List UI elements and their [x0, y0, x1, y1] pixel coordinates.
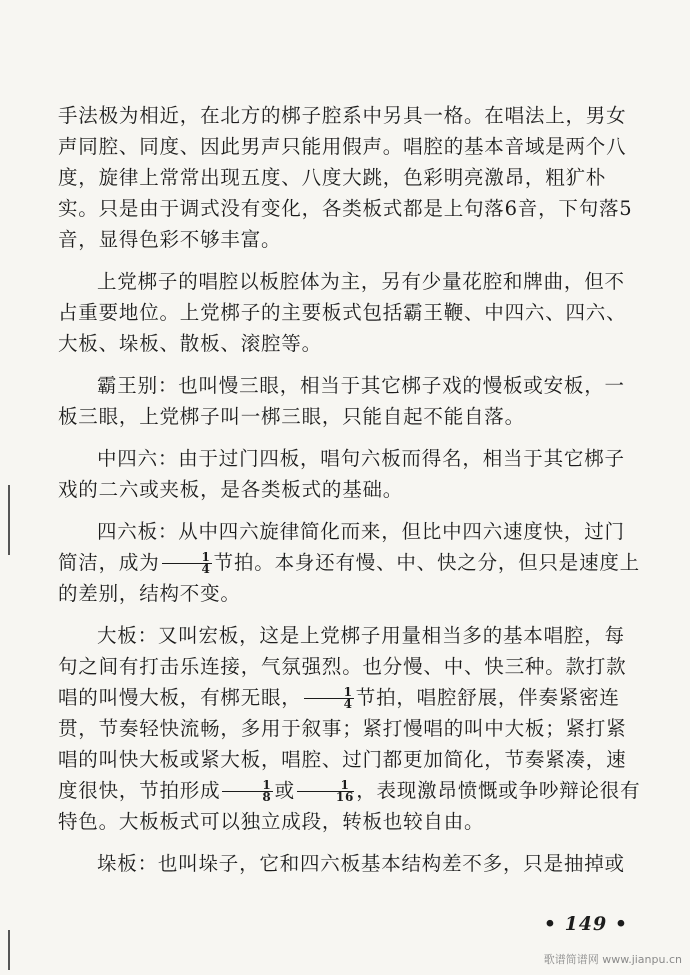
fraction-eighth: $\frac{1}{8}$	[222, 780, 272, 803]
paragraph-daban: 大板：又叫宏板，这是上党梆子用量相当多的基本唱腔，每句之间有打击乐连接，气氛强烈。也分慢、中、快三种。款打款唱的叫慢大板，有梆无眼， $\frac{1}{4}$ 节拍，唱腔舒展，伴奏紧密连贯，节奏轻快流畅，多用于叙事；紧打慢唱的叫中大板；紧打紧唱的叫快大板或紧大板，唱腔、过门都更加简化，节奏紧凑，速度很快，节拍形成 $\frac{1}{8}$ 或 $\frac{1}{16}$ ，表现激昂愤慨或争吵辩论很有特色。大板板式可以独立成段，转板也较自由。	[58, 624, 641, 833]
page-number: • 149 •	[543, 913, 628, 935]
paragraph-bawangbian: 霸王别：也叫慢三眼，相当于其它梆子戏的慢板或安板，一板三眼，上党梆子叫一梆三眼，只能自起不能自落。	[58, 374, 625, 428]
fraction-quarter: $\frac{1}{4}$	[162, 552, 212, 575]
body-text	[58, 100, 644, 890]
paragraph-duoban: 垛板：也叫垛子，它和四六板基本结构差不多，只是抽掉或	[97, 852, 625, 875]
fraction-quarter: $\frac{1}{4}$	[304, 687, 354, 710]
paragraph-2: 上党梆子的唱腔以板腔体为主，另有少量花腔和牌曲，但不占重要地位。上党梆子的主要板式包括霸王鞭、中四六、四六、大板、垛板、散板、滚腔等。	[58, 270, 627, 355]
paragraph-zhongsiliu: 中四六：由于过门四板，唱句六板而得名，相当于其它梆子戏的二六或夹板，是各类板式的基础。	[58, 447, 625, 501]
site-watermark: 歌谱简谱网 www.jianpu.cn	[543, 953, 682, 966]
paragraph-1: 手法极为相近，在北方的梆子腔系中另具一格。在唱法上，男女声同腔、同度、因此男声只能用假声。唱腔的基本音域是两个八度，旋律上常常出现五度、八度大跳，色彩明亮激昂，粗犷朴实。只是由于调式没有变化，各类板式都是上句落6音，下句落5音，显得色彩不够丰富。	[58, 104, 633, 251]
scan-margin-line	[8, 930, 10, 970]
paragraph-siliuban: 四六板：从中四六旋律简化而来，但比中四六速度快，过门简洁，成为 $\frac{1}{4}$ 节拍。本身还有慢、中、快之分，但只是速度上的差别，结构不变。	[58, 520, 640, 605]
scan-margin-line	[8, 485, 10, 555]
fraction-sixteenth: $\frac{1}{16}$	[297, 780, 354, 803]
